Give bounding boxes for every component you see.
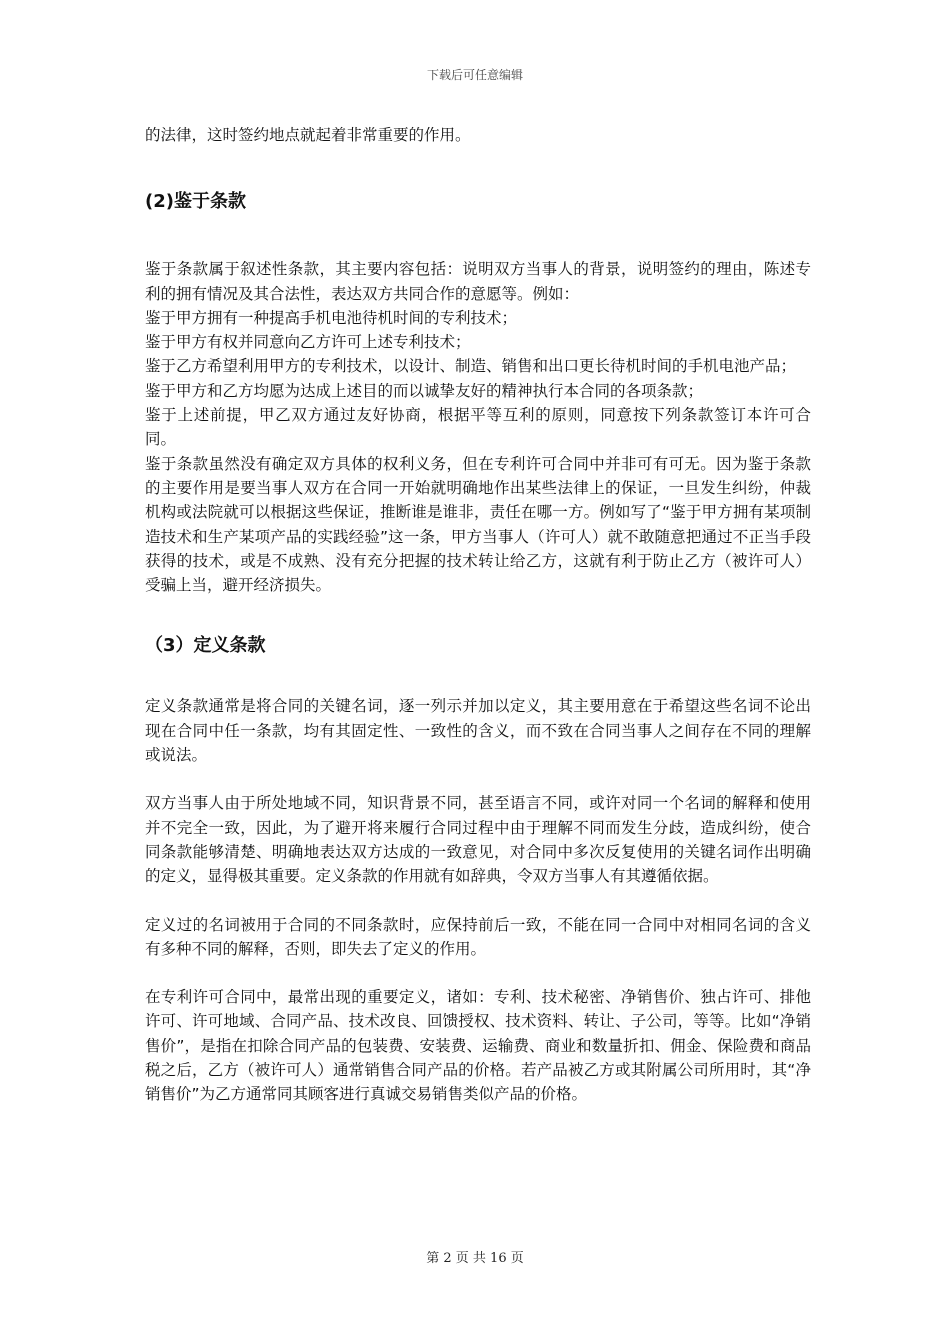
section-2-paragraph: 鉴于甲方有权并同意向乙方许可上述专利技术； — [145, 333, 471, 352]
page-footer: 第 2 页 共 16 页 — [426, 1251, 524, 1266]
section-2-paragraph: 鉴于条款虽然没有确定双方具体的权利义务，但在专利许可合同中并非可有可无。因为鉴于条款的主要作用是要当事人双方在合同一开始就明确地作出某些法律上的保证，一旦发生纠纷，仲裁机构或法院就可以根据这些保证，推断谁是谁非，责任在哪一方。例如写了“鉴于甲方拥有某项制造技术和生产某项产品的实践经验”这一条，甲方当事人（许可人）就不敢随意把通过不正当手段获得的技术，或是不成熟、没有充分把握的技术转让给乙方，这就有利于防止乙方（被许可人）受骗上当，避开经济损失。 — [145, 454, 811, 595]
section-3-paragraph: 在专利许可合同中，最常出现的重要定义，诸如：专利、技术秘密、净销售价、独占许可、排他许可、许可地域、合同产品、技术改良、回馈授权、技术资料、转让、子公司，等等。比如“净销售价”，是指在扣除合同产品的包装费、安装费、运输费、商业和数量折扣、佣金、保险费和商品税之后，乙方（被许可人）通常销售合同产品的价格。若产品被乙方或其附属公司所用时，其“净销售价”为乙方通常同其顾客进行真诚交易销售类似产品的价格。 — [145, 988, 811, 1104]
section-3-paragraph: 定义过的名词被用于合同的不同条款时，应保持前后一致，不能在同一合同中对相同名词的含义有多种不同的解释，否则，即失去了定义的作用。 — [145, 915, 811, 958]
intro-paragraph: 的法律，这时签约地点就起着非常重要的作用。 — [145, 126, 471, 144]
section-3-body — [145, 694, 811, 1106]
section-3-heading: （3）定义条款 — [145, 635, 266, 657]
section-3-paragraph: 定义条款通常是将合同的关键名词，逐一列示并加以定义，其主要用意在于希望这些名词不论出现在合同中任一条款，均有其固定性、一致性的含义，而不致在合同当事人之间存在不同的理解或说法。 — [145, 697, 811, 765]
section-2-body — [145, 257, 811, 597]
section-2-heading: (2)鉴于条款 — [145, 191, 246, 213]
page-header: 下载后可任意编辑 — [426, 68, 523, 82]
section-2-paragraph: 鉴于甲方拥有一种提高手机电池待机时间的专利技术； — [145, 308, 518, 327]
document-body — [145, 123, 811, 1107]
section-2-paragraph: 鉴于乙方希望利用甲方的专利技术，以设计、制造、销售和出口更长待机时间的手机电池产品； — [145, 357, 797, 376]
section-3-paragraph: 双方当事人由于所处地域不同，知识背景不同，甚至语言不同，或许对同一个名词的解释和使用并不完全一致，因此，为了避开将来履行合同过程中由于理解不同而发生分歧，造成纠纷，使合同条款能够清楚、明确地表达双方达成的一致意见，对合同中多次反复使用的关键名词作出明确的定义，显得极其重要。定义条款的作用就有如辞典，令双方当事人有其遵循依据。 — [145, 794, 811, 886]
section-2-paragraph: 鉴于上述前提，甲乙双方通过友好协商，根据平等互利的原则，同意按下列条款签订本许可合同。 — [145, 406, 811, 449]
section-2-paragraph: 鉴于甲方和乙方均愿为达成上述目的而以诚挚友好的精神执行本合同的各项条款； — [145, 381, 704, 400]
section-2-paragraph: 鉴于条款属于叙述性条款，其主要内容包括：说明双方当事人的背景，说明签约的理由，陈述专利的拥有情况及其合法性，表达双方共同合作的意愿等。例如： — [145, 260, 811, 303]
